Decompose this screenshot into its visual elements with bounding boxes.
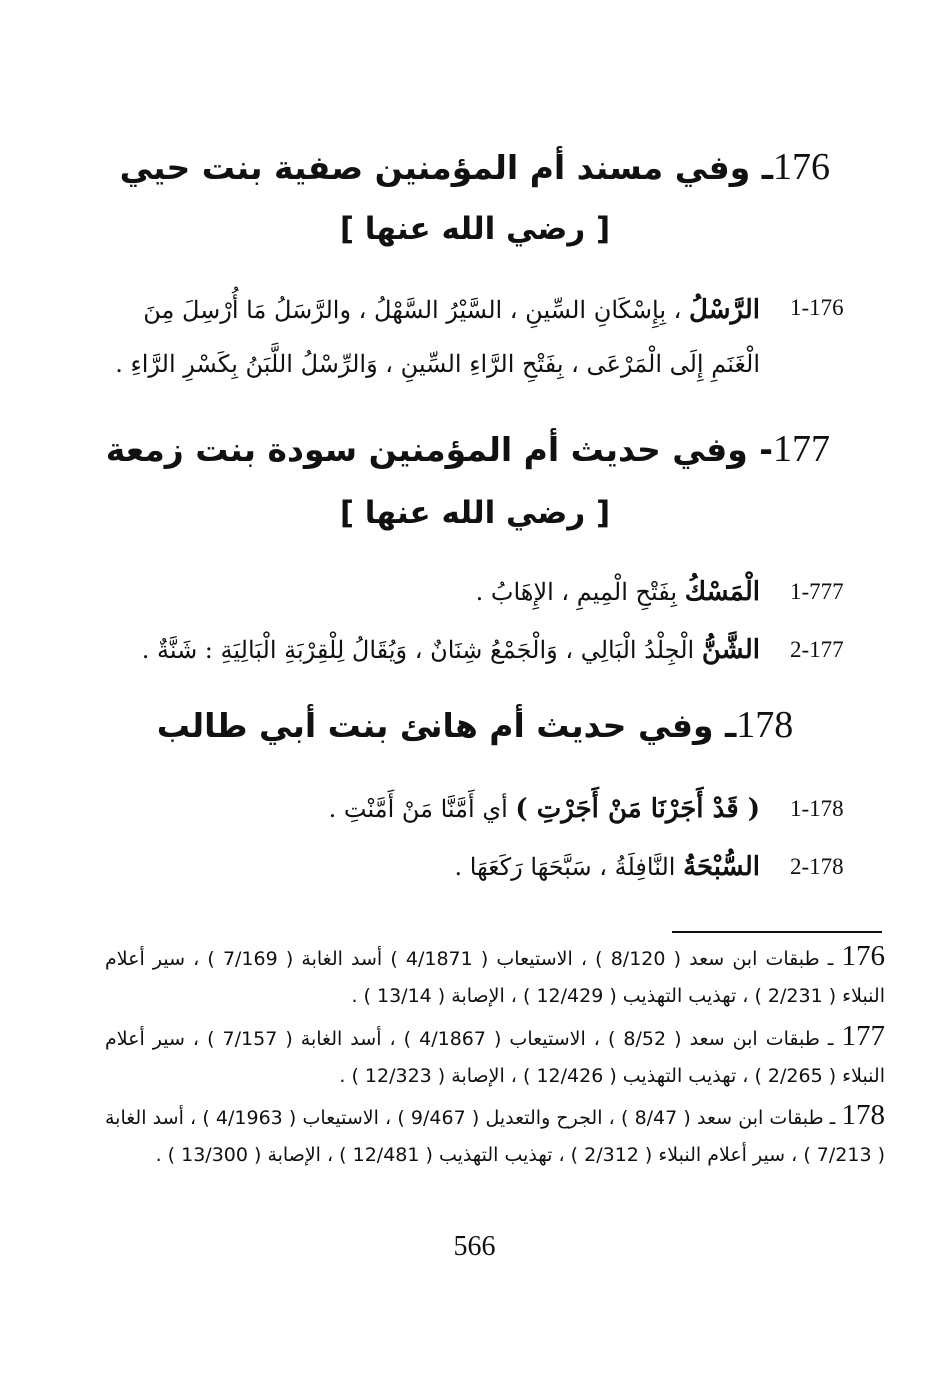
footnote-177	[105, 1018, 885, 1095]
entry-number: 1-777	[790, 579, 844, 604]
entry-headword: ( قَدْ أَجَرْنَا مَنْ أَجَرْتِ )	[515, 794, 760, 824]
section-heading-178	[120, 703, 830, 748]
footnote-number: 177	[841, 1020, 885, 1052]
entry-178-1	[100, 784, 860, 836]
entry-definition: الْجِلْدُ الْبَالِي ، وَالْجَمْعُ شِنَانٌ ، وَيُقَالُ لِلْقِرْبَةِ الْبَالِيَةِ : شَنَّةٌ .	[141, 636, 695, 664]
entry-definition: بِفَتْحِ الْمِيمِ ، الإِهَابُ .	[475, 578, 678, 606]
entry-text	[100, 625, 760, 675]
entry-177-2	[100, 625, 860, 677]
section-heading-176	[120, 145, 830, 190]
entry-number: 1-176	[790, 295, 844, 320]
entry-number: 2-177	[790, 637, 844, 662]
entry-definition: أي أَمَّنَّا مَنْ أَمَّنْتِ .	[328, 795, 508, 823]
footnote-176	[105, 938, 885, 1015]
entry-headword: الشَّنُّ	[701, 635, 760, 665]
page-number: 566	[453, 1231, 496, 1262]
entry-text	[100, 784, 760, 834]
footnote-text: ـ طبقات ابن سعد ( 8/120 ) ، الاستيعاب ( 4/1871 ) أسد الغابة ( 7/169 ) ، سير أعلام النبلاء ( 2/231 ) ، تهذيب التهذيب ( 12/429 ) ، الإصابة ( 13/14 ) .	[105, 948, 885, 1007]
section-number: 177	[773, 428, 830, 470]
entry-177-1	[100, 567, 860, 619]
entry-178-2	[100, 842, 860, 894]
section-blessing-177: [ رضي الله عنها ]	[339, 495, 611, 531]
section-title: ـ وفي حديث أم هانئ بنت أبي طالب	[156, 706, 737, 745]
entry-number: 1-178	[790, 796, 844, 821]
entry-headword: الْمَسْكُ	[684, 577, 760, 607]
entry-headword: الرَّسْلُ	[689, 295, 760, 325]
entry-definition: ، بِإِسْكَانِ السِّينِ ، السَّيْرُ السَّهْلُ ، والرَّسَلُ مَا أُرْسِلَ مِنَ الْغَنَمِ إِلَى الْمَرْعَى ، بِفَتْحِ الرَّاءِ السِّينِ ، وَالرِّسْلُ اللَّبَنُ بِكَسْرِ الرَّاءِ .	[115, 296, 760, 378]
entry-headword: السُّبْحَةُ	[683, 852, 760, 882]
footnote-text: ـ طبقات ابن سعد ( 8/52 ) ، الاستيعاب ( 4/1867 ) ، أسد الغابة ( 7/157 ) ، سير أعلام النبلاء ( 2/265 ) ، تهذيب التهذيب ( 12/426 ) ، الإصابة ( 12/323 ) .	[105, 1028, 885, 1087]
footnote-separator	[672, 931, 882, 933]
entry-176-1	[100, 283, 860, 403]
section-number: 178	[736, 704, 794, 746]
section-heading-177	[105, 427, 830, 472]
entry-text	[100, 842, 760, 892]
footnote-number: 178	[841, 1099, 885, 1131]
footnote-178	[105, 1097, 885, 1174]
section-blessing-176: [ رضي الله عنها ]	[339, 211, 611, 247]
section-title: - وفي حديث أم المؤمنين سودة بنت زمعة	[105, 430, 773, 469]
entry-definition: النَّافِلَةُ ، سَبَّحَهَا رَكَعَهَا .	[454, 853, 676, 881]
entry-text	[100, 283, 760, 391]
footnote-text: ـ طبقات ابن سعد ( 8/47 ) ، الجرح والتعديل ( 9/467 ) ، الاستيعاب ( 4/1963 ) ، أسد الغابة ( 7/213 ) ، سير أعلام النبلاء ( 2/312 ) ، تهذيب التهذيب ( 12/481 ) ، الإصابة ( 13/300 ) .	[105, 1107, 885, 1166]
entry-text	[100, 567, 760, 617]
section-title: ـ وفي مسند أم المؤمنين صفية بنت حيي	[119, 148, 773, 187]
entry-number: 2-178	[790, 854, 844, 879]
footnote-number: 176	[841, 940, 885, 972]
section-number: 176	[773, 146, 830, 188]
